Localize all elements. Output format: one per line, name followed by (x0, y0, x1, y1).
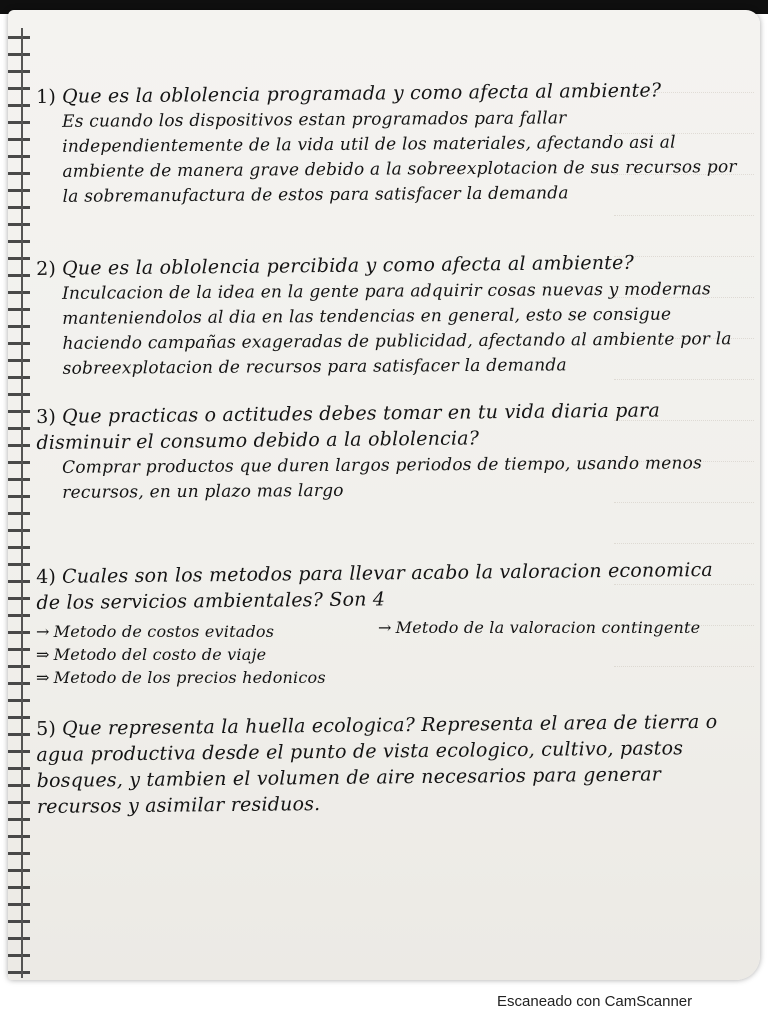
question-text: 2) Que es la oblolencia percibida y como afecta al ambiente? (36, 251, 635, 280)
right-arrow-icon: → (36, 622, 50, 641)
question-5 (36, 710, 741, 820)
method-item: ⇒ Metodo de los precios hedonicos (36, 668, 326, 687)
answer-text: Representa el area de tierra o agua productiva desde el punto de vista ecologico, cultivo, pastos bosques, y tambien el volumen de aire necesarios para generar recursos y asimilar residuos. (36, 710, 718, 818)
methods-right (378, 616, 738, 639)
methods-list (36, 616, 741, 696)
question-1 (36, 79, 741, 210)
question-2 (36, 251, 741, 382)
question-4 (36, 558, 741, 696)
question-text: 1) Que es la oblolencia programada y como afecta al ambiente? (36, 79, 662, 108)
right-arrow-icon: ⇒ (36, 645, 50, 664)
answer-text: Inculcacion de la idea en la gente para adquirir cosas nuevas y modernas manteniendolos al dia en las tendencias en general, esto se consigue haciendo campañas exageradas de publicidad, afectando al ambiente por la sobreexplotacion de recursos para satisfacer la demanda (62, 279, 732, 379)
method-item: → Metodo de la valoracion contingente (378, 618, 701, 637)
answer-text: Comprar productos que duren largos periodos de tiempo, usando menos recursos, en un plazo mas largo (62, 453, 703, 503)
right-arrow-icon: ⇒ (36, 668, 50, 687)
question-text: 3) Que practicas o actitudes debes tomar en tu vida diaria para disminuir el consumo debido a la oblolencia? (36, 399, 661, 454)
scanner-watermark: Escaneado con CamScanner (497, 993, 693, 1010)
answer-text: Son 4 (329, 588, 386, 611)
question-3 (36, 399, 741, 506)
answer-text: Es cuando los dispositivos estan programados para fallar independientemente de la vida util de los materiales, afectando asi al ambiente de manera grave debido a la sobreexplotacion de sus recursos por la sobremanufactura de estos para satisfacer la demanda (62, 108, 737, 207)
methods-left (36, 620, 356, 689)
method-item: ⇒ Metodo del costo de viaje (36, 645, 267, 664)
question-text: 4) Cuales son los metodos para llevar acabo la valoracion economica de los servicios ambientales? Son 4 (36, 558, 714, 614)
spiral-binding (8, 28, 30, 978)
question-text: 5) Que representa la huella ecologica? Representa el area de tierra o agua productiva desde el punto de vista ecologico, cultivo, pastos bosques, y tambien el volumen de aire necesarios para generar recursos y asimilar residuos. (36, 710, 718, 818)
method-item: → Metodo de costos evitados (36, 622, 275, 641)
right-arrow-icon: → (378, 618, 392, 637)
